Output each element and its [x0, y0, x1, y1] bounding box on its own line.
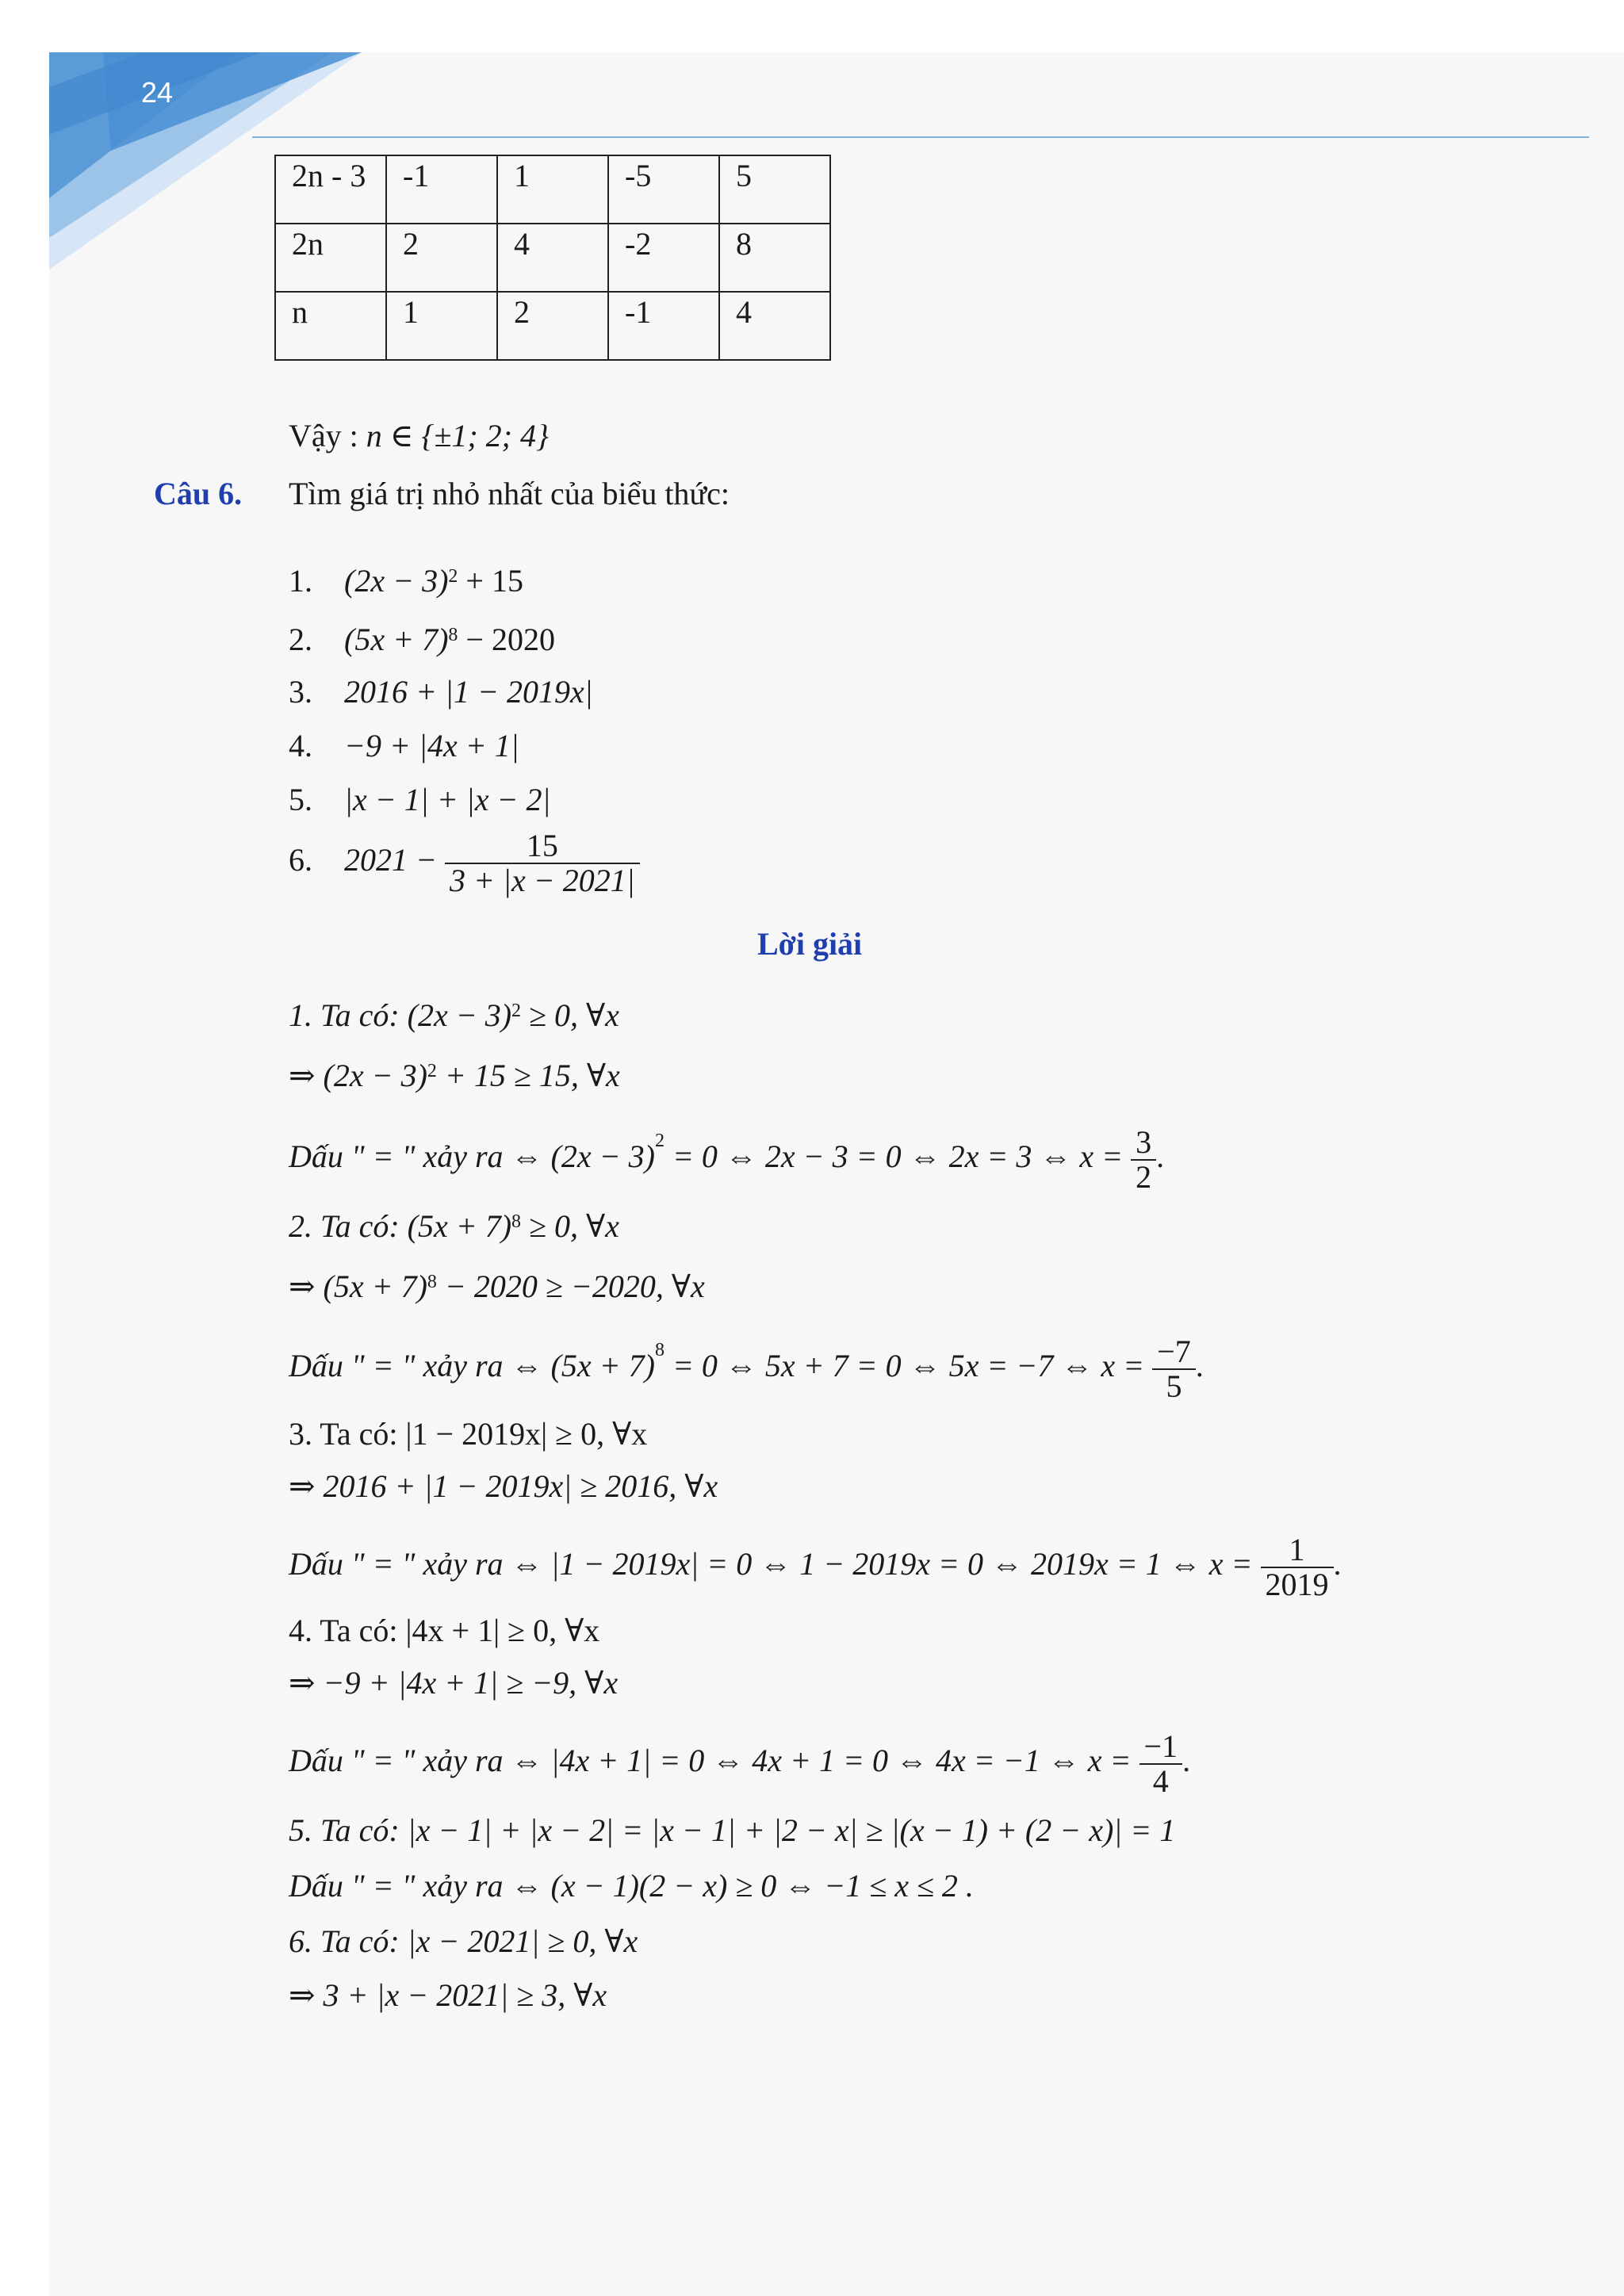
solution-text: ⇒ (2x − 3)	[289, 1058, 427, 1093]
table-cell: 2n - 3	[275, 155, 386, 224]
table-cell: 4	[497, 224, 608, 292]
solution-line	[289, 1730, 1190, 1798]
solution-line	[289, 996, 619, 1035]
conclusion-line	[289, 416, 549, 456]
question-item	[289, 726, 519, 766]
item-expression: (5x + 7)	[344, 622, 449, 657]
solution-text: − 2020 ≥ −2020, ∀x	[436, 1269, 705, 1304]
table-cell: 2n	[275, 224, 386, 292]
table-cell: -5	[608, 155, 719, 224]
exponent: 8	[654, 1340, 665, 1360]
item-number: 6.	[289, 842, 312, 878]
fraction	[1139, 1730, 1183, 1798]
conclusion-expression: n ∈ {±1; 2; 4}	[366, 418, 549, 453]
punctuation: .	[1333, 1546, 1342, 1582]
solution-line	[289, 1267, 705, 1307]
solution-text: Dấu " = " xảy ra ⇔ (5x + 7)	[289, 1348, 655, 1384]
table-cell: -1	[608, 292, 719, 360]
question-header	[154, 474, 242, 514]
exponent: 2	[511, 1001, 522, 1021]
solution-line	[289, 1126, 1164, 1194]
exponent: 8	[448, 625, 458, 645]
solution-line	[289, 1335, 1204, 1403]
solution-text: ≥ 0, ∀x	[521, 1208, 619, 1244]
solution-text: = 0 ⇔ 2x − 3 = 0 ⇔ 2x = 3 ⇔ x =	[664, 1138, 1124, 1175]
solution-text: Dấu " = " xảy ra ⇔ |4x + 1| = 0 ⇔ 4x + 1 = 0 ⇔ 4x = −1 ⇔ x =	[289, 1743, 1132, 1779]
solution-line: ⇒ −9 + |4x + 1| ≥ −9, ∀x	[289, 1665, 619, 1701]
item-expression: 2016 + |1 − 2019x|	[344, 674, 593, 710]
fraction	[445, 829, 640, 897]
table-cell: -1	[386, 155, 497, 224]
item-expression: 2021 −	[344, 842, 437, 878]
table-cell: 4	[719, 292, 830, 360]
fraction-numerator: −1	[1143, 1728, 1178, 1764]
question-item	[289, 620, 555, 660]
punctuation: .	[1195, 1348, 1204, 1384]
solution-line	[289, 1533, 1342, 1601]
item-number: 1.	[289, 563, 312, 599]
table-cell: -2	[608, 224, 719, 292]
table-row	[275, 292, 830, 360]
solution-text: = 0 ⇔ 5x + 7 = 0 ⇔ 5x = −7 ⇔ x =	[664, 1348, 1145, 1384]
question-label: Câu 6.	[154, 476, 243, 511]
item-expression-rest: − 2020	[458, 622, 555, 657]
solution-line: ⇒ 3 + |x − 2021| ≥ 3, ∀x	[289, 1977, 607, 2013]
exponent: 2	[427, 1061, 437, 1081]
solution-line: ⇒ 2016 + |1 − 2019x| ≥ 2016, ∀x	[289, 1468, 718, 1504]
exponent: 2	[448, 566, 458, 587]
page-margin	[0, 0, 49, 2296]
solution-text: + 15 ≥ 15, ∀x	[436, 1058, 620, 1093]
exponent: 8	[511, 1211, 522, 1232]
fraction	[1152, 1335, 1196, 1403]
solution-title: Lời giải	[757, 926, 863, 962]
question-item	[289, 561, 523, 601]
punctuation: .	[1156, 1138, 1165, 1175]
solution-line: 5. Ta có: |x − 1| + |x − 2| = |x − 1| + |2 − x| ≥ |(x − 1) + (2 − x)| = 1	[289, 1812, 1176, 1848]
fraction-denominator: 3 + |x − 2021|	[445, 863, 640, 897]
header-rule	[252, 136, 1589, 138]
solution-text: ⇒ (5x + 7)	[289, 1269, 427, 1304]
item-expression: |x − 1| + |x − 2|	[344, 782, 551, 817]
solution-text: 1. Ta có: (2x − 3)	[289, 997, 512, 1033]
fraction	[1131, 1126, 1156, 1194]
conclusion-label: Vậy :	[289, 418, 358, 453]
item-expression-rest: + 15	[458, 563, 523, 599]
solution-text: 2. Ta có: (5x + 7)	[289, 1208, 512, 1244]
table-row	[275, 155, 830, 224]
fraction-denominator: 4	[1139, 1763, 1183, 1798]
solution-line: 3. Ta có: |1 − 2019x| ≥ 0, ∀x	[289, 1416, 648, 1452]
solution-text: Dấu " = " xảy ra ⇔ (2x − 3)	[289, 1138, 655, 1175]
table-cell: 2	[386, 224, 497, 292]
question-item	[289, 672, 593, 712]
exponent: 2	[654, 1131, 665, 1151]
table-cell: 2	[497, 292, 608, 360]
question-item	[289, 829, 640, 897]
question-text: Tìm giá trị nhỏ nhất của biểu thức:	[289, 476, 730, 511]
fraction-numerator: 3	[1136, 1124, 1152, 1160]
table-cell: n	[275, 292, 386, 360]
fraction-denominator: 2	[1131, 1159, 1156, 1194]
solution-text: Dấu " = " xảy ra ⇔ |1 − 2019x| = 0 ⇔ 1 − 2019x = 0 ⇔ 2019x = 1 ⇔ x =	[289, 1546, 1253, 1582]
exponent: 8	[427, 1272, 437, 1292]
item-number: 5.	[289, 782, 312, 817]
fraction-denominator: 2019	[1261, 1567, 1334, 1601]
page-number: 24	[141, 76, 174, 109]
solution-line	[289, 1207, 619, 1246]
fraction-denominator: 5	[1152, 1368, 1196, 1403]
table-cell: 1	[386, 292, 497, 360]
item-number: 4.	[289, 728, 312, 763]
question-item	[289, 780, 550, 820]
fraction-numerator: 1	[1289, 1532, 1305, 1567]
solution-line	[289, 1056, 620, 1096]
item-number: 3.	[289, 674, 312, 710]
punctuation: .	[1182, 1743, 1191, 1779]
solution-line: Dấu " = " xảy ra ⇔ (x − 1)(2 − x) ≥ 0 ⇔ −1 ≤ x ≤ 2 .	[289, 1868, 974, 1904]
table-cell: 8	[719, 224, 830, 292]
fraction-numerator: −7	[1157, 1334, 1191, 1369]
table-cell: 1	[497, 155, 608, 224]
table-cell: 5	[719, 155, 830, 224]
item-number: 2.	[289, 622, 312, 657]
table-row	[275, 224, 830, 292]
solution-line: 4. Ta có: |4x + 1| ≥ 0, ∀x	[289, 1613, 600, 1648]
item-expression: (2x − 3)	[344, 563, 449, 599]
fraction-numerator: 15	[526, 828, 558, 863]
solution-text: ≥ 0, ∀x	[521, 997, 619, 1033]
fraction	[1261, 1533, 1334, 1601]
solution-line: 6. Ta có: |x − 2021| ≥ 0, ∀x	[289, 1923, 638, 1959]
item-expression: −9 + |4x + 1|	[344, 728, 519, 763]
value-table	[274, 155, 831, 361]
